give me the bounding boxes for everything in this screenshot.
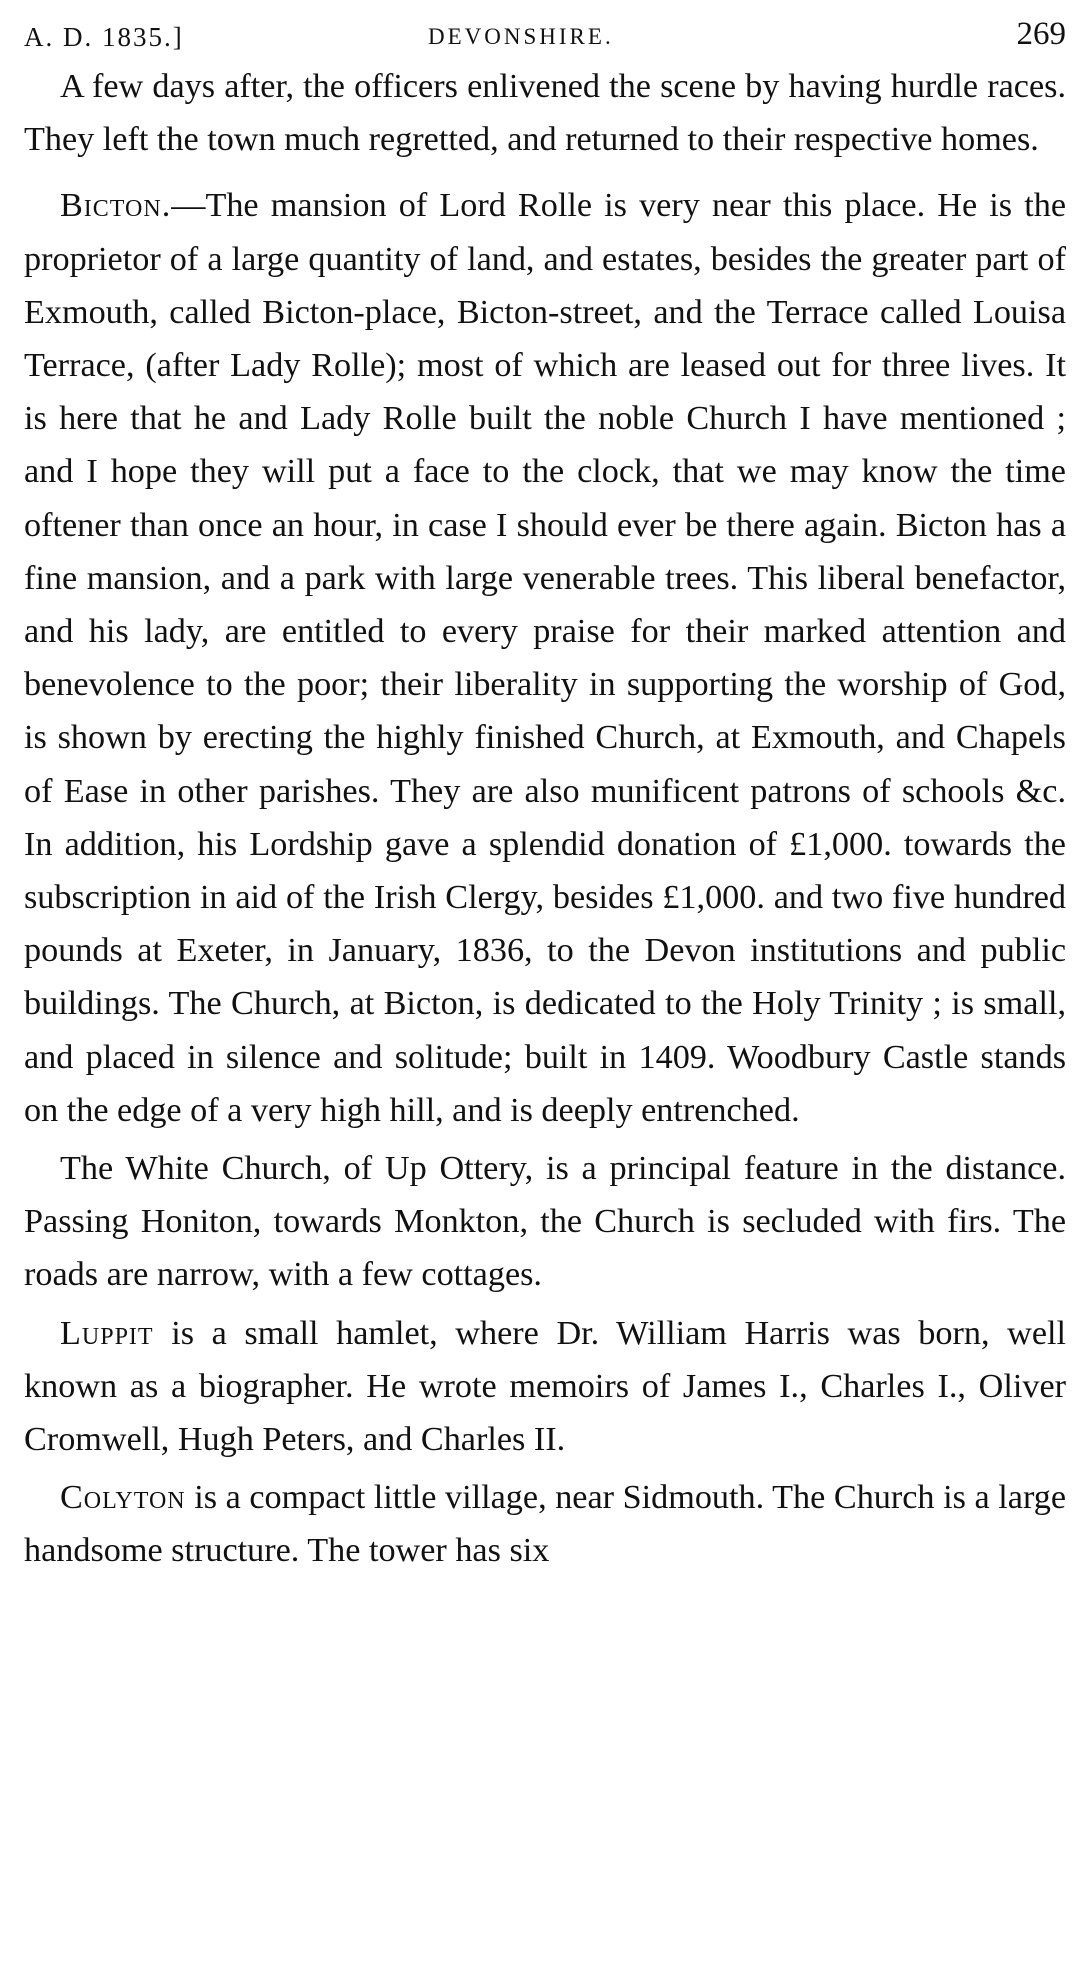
paragraph-white-church bbox=[24, 1142, 1066, 1307]
book-page bbox=[24, 0, 1066, 1583]
paragraph-text: is a compact little village, near Sidmouth. The Church is a large handsome structure. The tower has six bbox=[24, 1479, 1066, 1570]
running-head-title: DEVONSHIRE. bbox=[428, 24, 614, 49]
body-text bbox=[24, 60, 1066, 1583]
paragraph-officers bbox=[24, 60, 1066, 179]
paragraph-lead: Luppit bbox=[60, 1314, 154, 1352]
paragraph-colyton bbox=[24, 1471, 1066, 1582]
paragraph-bicton bbox=[24, 179, 1066, 1142]
paragraph-lead: Colyton bbox=[60, 1479, 186, 1517]
paragraph-text: —The mansion of Lord Rolle is very near this place. He is the proprietor of a large quantity of land, and estates, besides the greater part of Exmouth, called Bicton-place, Bicton-street, and the Terrace called Louisa Terrace, (after Lady Rolle); most of which are leased out for three lives. It is here that he and Lady Rolle built the noble Church I have mentioned ; and I hope they will put a face to the clock, that we may know the time oftener than once an hour, in case I should ever be there again. Bicton has a fine mansion, and a park with large venerable trees. This liberal benefactor, and his lady, are entitled to every praise for their marked attention and benevolence to the poor; their liberality in supporting the worship of God, is shown by erecting the highly finished Church, at Exmouth, and Chapels of Ease in other parishes. They are also munificent patrons of schools &c. In addition, his Lordship gave a splendid donation of £1,000. towards the subscription in aid of the Irish Clergy, besides £1,000. and two five hundred pounds at Exeter, in January, 1836, to the Devon institutions and public buildings. The Church, at Bicton, is dedicated to the Holy Trinity ; is small, and placed in silence and solitude; built in 1409. Woodbury Castle stands on the edge of a very high hill, and is deeply entrenched. bbox=[24, 187, 1066, 1129]
paragraph-lead: Bicton. bbox=[60, 187, 172, 225]
paragraph-luppit bbox=[24, 1307, 1066, 1472]
paragraph-text: The White Church, of Up Ottery, is a principal feature in the distance. Passing Honiton, towards Monkton, the Church is secluded with firs. The roads are narrow, with a few cottages. bbox=[24, 1150, 1066, 1294]
running-head-date: A. D. 1835.] bbox=[24, 22, 184, 52]
page-number: 269 bbox=[1016, 16, 1066, 52]
running-head bbox=[24, 0, 1066, 60]
paragraph-text: A few days after, the officers enlivened the scene by having hurdle races. They left the town much regretted, and returned to their respective homes. bbox=[24, 68, 1066, 159]
paragraph-text: is a small hamlet, where Dr. William Harris was born, well known as a biographer. He wrote memoirs of James I., Charles I., Oliver Cromwell, Hugh Peters, and Charles II. bbox=[24, 1314, 1066, 1459]
